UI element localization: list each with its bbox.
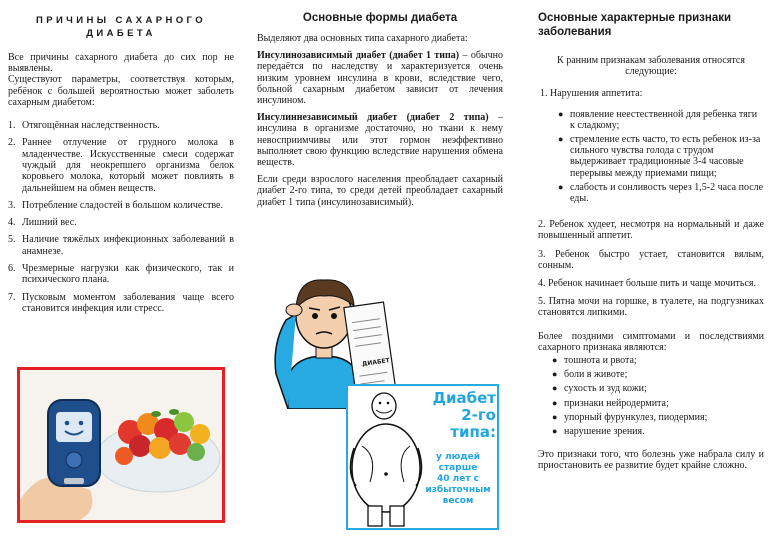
sign-2: 2. Ребенок худеет, несмотря на нормальный и даже повышенный аппетит. [538, 219, 764, 242]
list-item: ● тошнота и рвота; [552, 355, 637, 367]
list-item: ● появление неестественной для ребенка тяги к сладкому; [558, 108, 758, 131]
sign-3: 3. Ребенок быстро устает, становится вялым, сонным. [538, 248, 764, 271]
poster-subtitle: у людей старше 40 лет с избыточным весом [425, 452, 491, 506]
list-item: 3. Потребление сладостей в большом количестве. [8, 199, 223, 211]
list-item: ● стремление есть часто, то есть ребенок из-за сильного чувства голода с трудом выдерживает традиционные 3-4 часовые перерывы между приемами пищи; [558, 134, 761, 179]
list-item: 1. Отягощённая наследственность. [8, 120, 160, 132]
late-intro: Более поздними симптомами и последствиями сахарного признака являются: [538, 330, 764, 353]
conclusion: Это признаки того, что болезнь уже набрала силу и приостановить ее развитие будет крайне сложно. [538, 449, 764, 472]
sign-5: 5. Пятна мочи на горшке, в туалете, на подгузниках становятся липкими. [538, 296, 764, 319]
column-signs [538, 0, 764, 472]
glucometer-fruit-photo [17, 367, 225, 523]
list-item: 5. Наличие тяжёлых инфекционных заболеваний в анамнезе. [8, 234, 234, 257]
list-item: ● упорный фурункулез, пиодермия; [552, 411, 708, 423]
late-symptoms-list [538, 355, 764, 437]
list-item: 6. Чрезмерные нагрузки как физического, так и психического плана. [8, 262, 234, 286]
forms-title: Основные формы диабета [302, 12, 458, 24]
causes-list [8, 120, 234, 314]
type1-paragraph: Инсулинозависимый диабет (диабет 1 типа) – обычно передаётся по наследству и характеризуется очень низким уровнем инсулина в крови, вследствие чего, больной сахарным диабетом зависит от лечения инсулином. [257, 50, 504, 107]
poster-title: Диабет 2-го типа: [432, 389, 496, 441]
causes-title: ПРИЧИНЫ САХАРНОГО ДИАБЕТА [35, 15, 206, 39]
forms-intro: Выделяют два основных типа сахарного диабета: [257, 33, 468, 44]
appetite-list [538, 109, 764, 205]
causes-intro-1: Все причины сахарного диабета до сих пор не выявлены. [8, 52, 234, 75]
glucometer-fruit-illustration [20, 370, 222, 520]
type2-paragraph: Инсулиннезависимый диабет (диабет 2 типа) – инсулина в организме достаточно, но ткани к нему невосприимчивы или этот гормон неэффективно выполняет свою функцию вследствие нарушения обмена веществ. [257, 112, 504, 169]
sign-4: 4. Ребенок начинает больше пить и чаще мочиться. [538, 278, 756, 290]
sign-1-title: 1. Нарушения аппетита: [540, 88, 643, 100]
list-item: ● признаки нейродермита; [552, 397, 669, 409]
column-causes [8, 0, 234, 314]
column-forms [257, 0, 503, 208]
list-item: ● боли в животе; [552, 369, 628, 381]
type2-poster [346, 384, 499, 530]
list-item: 2. Раннее отлучение от грудного молока в младенчестве. Искусственные смеси содержат чуждый для неокрепшего организма белок коровьего молока, который может повлиять в дальнейшем на обмен веществ. [8, 137, 234, 194]
list-item: ● сухость и зуд кожи; [552, 383, 647, 395]
causes-intro-2: Существуют параметры, соответствуя которым, ребёнок с большей вероятностью может заболеть сахарным диабетом: [8, 74, 234, 108]
stats-paragraph: Если среди взрослого населения преобладает сахарный диабет 2-го типа, то среди детей преобладает сахарный диабет 1 типа (инсулинозависимый). [257, 174, 503, 208]
signs-title: Основные характерные признаки заболевания [538, 12, 732, 38]
paper-label: ДИАБЕТ [361, 357, 391, 368]
list-item: ● нарушение зрения. [552, 426, 645, 438]
list-item: 4. Лишний вес. [8, 217, 77, 229]
list-item: ● слабость и сонливость через 1,5-2 часа после еды. [558, 181, 764, 205]
early-intro: К ранним признакам заболевания относятся следующие: [557, 55, 745, 78]
list-item: 7. Пусковым моментом заболевания чаще всего становится инфекция или стресс. [8, 291, 234, 314]
